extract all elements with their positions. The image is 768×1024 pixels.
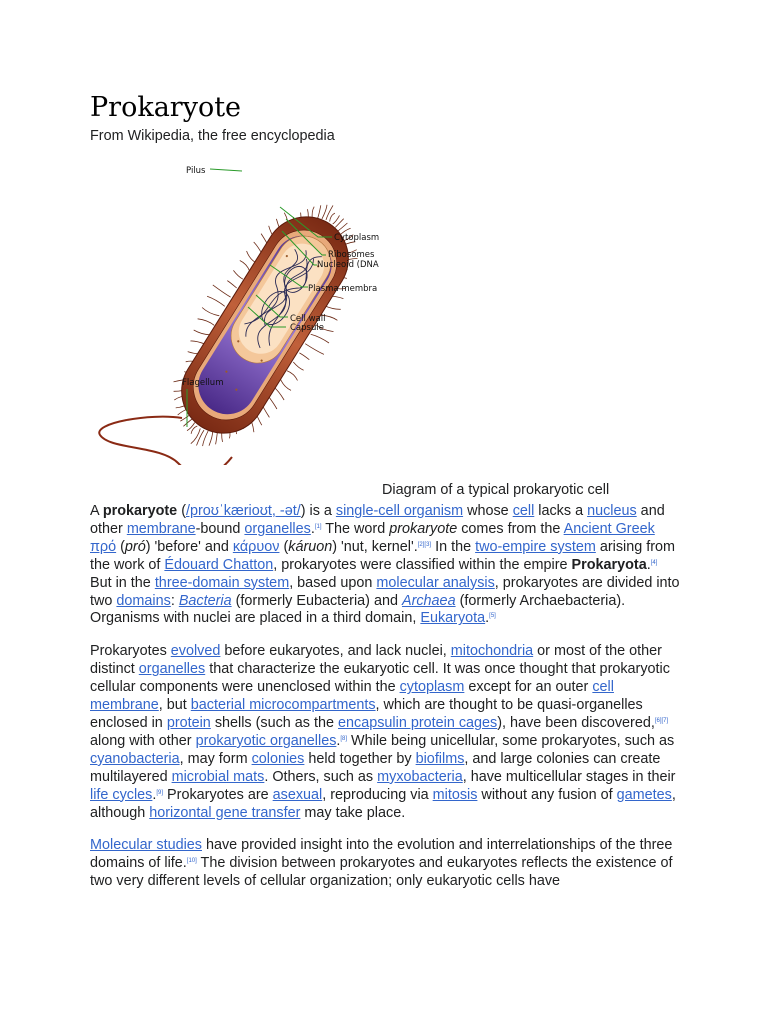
article-link[interactable]: organelles: [138, 661, 206, 678]
pilus-hair: [247, 251, 257, 263]
text-run: (: [279, 538, 289, 555]
article-link[interactable]: cell membrane: [90, 679, 614, 714]
text-run: prokaryote: [389, 520, 458, 537]
article-link[interactable]: biofilms: [415, 750, 465, 767]
text-run: , have multicellular stages in their: [462, 768, 676, 785]
citation: [651, 560, 658, 566]
article-link[interactable]: microbial mats: [171, 768, 265, 785]
article-page: [90, 90, 680, 906]
pilus-hair: [207, 296, 225, 306]
pilus-hair: [281, 379, 292, 390]
pilus-hair: [233, 270, 243, 279]
text-run: A: [90, 503, 103, 519]
text-run: may take place.: [300, 804, 406, 821]
text-run: Prokaryotes are: [163, 786, 273, 803]
label-pilus: Pilus: [186, 166, 206, 176]
text-run: shells (such as the: [210, 714, 339, 731]
label-nucleoid: Nucleoid (DNA: [317, 260, 379, 270]
article-link[interactable]: asexual: [272, 786, 323, 803]
text-run: , reproducing via: [322, 786, 433, 803]
article-link[interactable]: protein: [166, 714, 211, 731]
article-link[interactable]: encapsulin protein cages: [338, 714, 498, 731]
cell-diagram-figure[interactable]: [90, 145, 680, 503]
text-run: .: [310, 520, 315, 537]
article-link[interactable]: Archaea: [401, 592, 456, 609]
citation-link[interactable]: [2][3]: [417, 541, 432, 548]
text-run: .: [485, 610, 490, 627]
pilus-hair: [299, 353, 309, 360]
text-run: The word: [321, 520, 390, 537]
article-link[interactable]: myxobacteria: [377, 768, 463, 785]
pilus-hair: [293, 362, 303, 370]
text-run: , although: [90, 786, 676, 821]
article-link[interactable]: Édouard Chatton: [164, 556, 274, 573]
pilus-hair: [311, 334, 329, 343]
article-link[interactable]: life cycles: [90, 786, 153, 803]
label-cell-wall: Cell wall: [290, 314, 326, 324]
pilus-hair: [209, 431, 213, 446]
pilus-hair: [187, 423, 195, 431]
label-cytoplasm: Cytoplasm: [334, 233, 380, 243]
text-run: ) 'nut, kernel'.: [332, 538, 418, 555]
article-link[interactable]: organelles: [244, 520, 311, 537]
text-run: káruon: [288, 538, 333, 555]
text-run: have provided insight into the evolution and interrelationships of the three domains of life.: [90, 837, 673, 872]
citation-link[interactable]: [4]: [650, 559, 658, 566]
text-run: , prokaryotes are divided into two: [90, 574, 680, 609]
label-capsule: Capsule: [290, 323, 324, 333]
page-title: Prokaryote: [90, 92, 242, 123]
text-run: ) is a: [300, 503, 336, 519]
text-run: .: [646, 556, 651, 573]
article-link[interactable]: Eukaryota: [420, 610, 486, 627]
article-link[interactable]: nucleus: [587, 503, 637, 519]
article-link[interactable]: two-empire system: [475, 538, 596, 555]
text-run: or most of the other distinct: [90, 643, 662, 678]
pilus-hair: [183, 419, 192, 427]
pilus-hair: [227, 281, 236, 288]
pilus-hair: [287, 371, 298, 381]
pilus-hair: [190, 341, 205, 344]
citation-link[interactable]: [10]: [186, 858, 197, 865]
text-run: Prokaryotes: [90, 643, 171, 660]
pilus-hair: [198, 319, 215, 326]
text-run: comes from the: [457, 520, 564, 537]
label-plasma-membrane: Plasma membra: [308, 284, 378, 294]
text-run: .: [152, 786, 157, 803]
citation: [315, 524, 322, 530]
paragraph-2: [90, 643, 680, 822]
text-run: , prokaryotes were classified within the empire: [273, 556, 572, 573]
citation-link[interactable]: [8]: [340, 735, 348, 742]
article-link[interactable]: gametes: [616, 786, 672, 803]
page-subtitle: From Wikipedia, the free encyclopedia: [90, 128, 335, 144]
citation-link[interactable]: [9]: [156, 789, 164, 796]
text-run: whose: [463, 503, 513, 519]
text-run: without any fusion of: [477, 786, 617, 803]
text-run: arising from the work of: [90, 538, 676, 573]
article-body: [90, 503, 680, 891]
text-run: (formerly Eubacteria) and: [231, 592, 402, 609]
text-run: , and large colonies can create multilayered: [90, 750, 661, 785]
text-run: lacks a: [534, 503, 588, 519]
article-link[interactable]: molecular analysis: [376, 574, 495, 591]
text-run: , but: [158, 697, 191, 714]
text-run: . Others, such as: [264, 768, 378, 785]
citation-link[interactable]: [1]: [314, 523, 322, 530]
pilus-hair: [330, 213, 335, 221]
article-link[interactable]: single-cell organism: [335, 503, 464, 519]
article-link[interactable]: Ancient Greek: [563, 520, 655, 537]
label-ribosomes: Ribosomes: [328, 250, 375, 260]
text-run: (formerly Archaebacteria). Organisms with nuclei are placed in a third domain,: [90, 592, 626, 627]
text-run: prokaryote: [102, 503, 178, 519]
citation-link[interactable]: [5]: [489, 613, 496, 620]
text-run: ), have been discovered,: [497, 714, 655, 731]
paragraph-1: [90, 503, 680, 628]
text-run: -bound: [195, 520, 245, 537]
pilus-hair: [325, 306, 341, 310]
article-link[interactable]: evolved: [170, 643, 221, 660]
prokaryote-cell-diagram: [90, 145, 390, 465]
text-run: But in the: [90, 574, 155, 591]
pilus-hair: [203, 431, 209, 446]
article-link[interactable]: mitosis: [432, 786, 478, 803]
article-link[interactable]: three-domain system: [154, 574, 290, 591]
text-run: In the: [431, 538, 476, 555]
article-link[interactable]: membrane: [126, 520, 196, 537]
citation: [418, 542, 431, 548]
text-run: that characterize the eukaryotic cell. It was once thought that prokaryotic cellular components were unenclosed within the: [90, 661, 670, 696]
article-link[interactable]: domains: [116, 592, 171, 609]
pilus-hair: [191, 426, 197, 434]
text-run: ) 'before' and: [145, 538, 233, 555]
pilus-hair: [326, 205, 333, 220]
text-run: While being unicellular, some prokaryotes, such as: [347, 732, 675, 749]
pilus-hair: [202, 308, 219, 316]
text-run: along with other: [90, 732, 196, 749]
pilus-hair: [213, 285, 231, 297]
text-run: (: [116, 538, 125, 555]
text-run: except for an outer: [464, 679, 593, 696]
text-run: pró: [124, 538, 146, 555]
pilus-hair: [322, 205, 327, 219]
article-link[interactable]: bacterial microcompartments: [190, 697, 376, 714]
pilus-hair: [194, 330, 210, 335]
text-run: , based upon: [289, 574, 377, 591]
citation: [655, 718, 668, 724]
text-run: before eukaryotes, and lack nuclei,: [220, 643, 451, 660]
figure-caption: Diagram of a typical prokaryotic cell: [382, 482, 610, 498]
pilus-hair: [305, 344, 324, 355]
text-run: , which are thought to be quasi-organelles enclosed in: [90, 697, 643, 731]
text-run: , may form: [179, 750, 252, 767]
text-run: and other: [90, 503, 665, 537]
text-run: .: [336, 732, 341, 749]
citation-link[interactable]: [6][7]: [654, 717, 669, 724]
article-link[interactable]: cytoplasm: [399, 679, 465, 696]
text-run: (: [177, 503, 186, 519]
pilus-hair: [317, 205, 320, 219]
article-link[interactable]: πρό: [90, 538, 117, 555]
article-link[interactable]: cyanobacteria: [90, 750, 180, 767]
article-link[interactable]: /proʊˈkærioʊt, -ət/: [186, 503, 301, 519]
article-link[interactable]: prokaryotic organelles: [195, 732, 337, 749]
text-run: The division between prokaryotes and eukaryotes reflects the existence of two very different levels of cellular organization; only eukaryotic cells have: [90, 855, 673, 890]
text-run: :: [170, 592, 179, 609]
article-link[interactable]: colonies: [251, 750, 305, 767]
paragraph-3: [90, 837, 680, 891]
citation: [187, 858, 197, 864]
citation: [489, 613, 496, 619]
text-run: held together by: [304, 750, 416, 767]
pilus-hair: [240, 261, 250, 271]
text-run: Prokaryota: [571, 556, 647, 573]
article-link[interactable]: horizontal gene transfer: [149, 804, 301, 821]
article-link[interactable]: κάρυον: [232, 538, 280, 555]
article-link[interactable]: mitochondria: [450, 643, 534, 660]
pilus-hair: [274, 387, 284, 400]
article-link[interactable]: Bacteria: [178, 592, 232, 609]
pilus-hair: [333, 215, 340, 224]
article-link[interactable]: Molecular studies: [90, 837, 202, 854]
label-flagellum: Flagellum: [182, 378, 224, 388]
article-link[interactable]: cell: [512, 503, 535, 519]
